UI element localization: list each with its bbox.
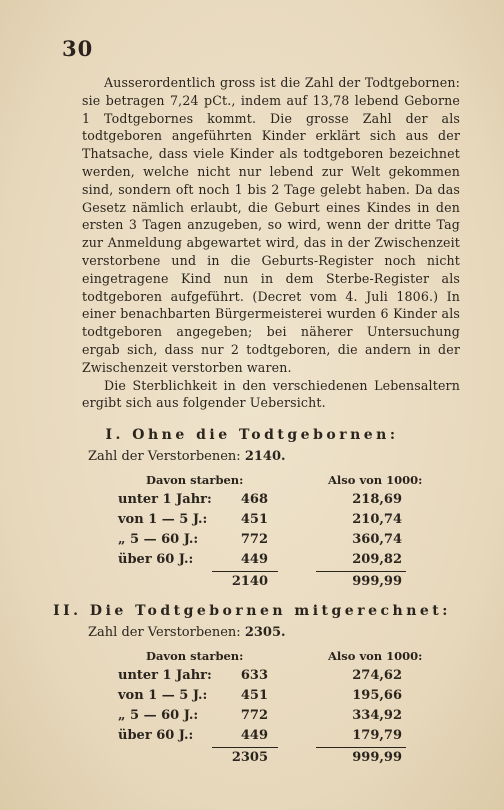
- row-label: über 60 J.:: [118, 552, 194, 567]
- row-label: von 1 — 5 J.:: [118, 512, 208, 527]
- row-ratio: 360,74: [352, 532, 402, 547]
- section1-row: [0, 552, 504, 572]
- row-label: über 60 J.:: [118, 728, 194, 743]
- section1-count-rule: [212, 571, 278, 572]
- row-count: 772: [240, 708, 268, 723]
- row-count: 451: [240, 512, 268, 527]
- row-ratio: 209,82: [352, 552, 402, 567]
- section1-ratio-rule: [316, 571, 406, 572]
- row-label: von 1 — 5 J.:: [118, 688, 208, 703]
- section2-col-died: Davon starben:: [146, 649, 244, 663]
- section1-col-died: Davon starben:: [146, 473, 244, 487]
- section1-sum-ratio: 999,99: [352, 574, 402, 589]
- paragraph-mortality-intro: Die Sterblichkeit in den verschiedenen Lebensaltern ergibt sich aus folgender Uebersicht.: [82, 377, 460, 411]
- row-count: 772: [240, 532, 268, 547]
- row-ratio: 218,69: [352, 492, 402, 507]
- section1-col-ratio: Also von 1000:: [328, 473, 423, 487]
- row-label: unter 1 Jahr:: [118, 668, 212, 683]
- row-label: „ 5 — 60 J.:: [118, 708, 199, 723]
- section2-row: [0, 708, 504, 728]
- section2-sum-count: 2305: [231, 750, 268, 765]
- section2-total-label: Zahl der Verstorbenen:: [88, 625, 241, 640]
- section2-total-value: 2305.: [244, 625, 286, 640]
- row-count: 449: [240, 728, 268, 743]
- section1-total-label: Zahl der Verstorbenen:: [88, 449, 241, 464]
- section2-sum-ratio: 999,99: [352, 750, 402, 765]
- row-label: „ 5 — 60 J.:: [118, 532, 199, 547]
- row-count: 451: [240, 688, 268, 703]
- row-ratio: 195,66: [352, 688, 402, 703]
- row-ratio: 210,74: [352, 512, 402, 527]
- section1-total-value: 2140.: [244, 449, 286, 464]
- row-ratio: 334,92: [352, 708, 402, 723]
- section1-row: [0, 492, 504, 512]
- paragraph-stillbirths: Ausserordentlich gross ist die Zahl der Todtgebornen: sie betragen 7,24 pCt., indem auf 13,78 lebend Geborne 1 Todtgebornes kommt. Die grosse Zahl der als todtgeboren angeführten Kinder erklärt sich aus der Thatsache, dass viele Kinder als todtgeboren bezeichnet werden, welche nicht nur lebend zur Welt gekommen sind, sondern oft noch 1 bis 2 Tage gelebt haben. Da das Gesetz nämlich erlaubt, die Geburt eines Kindes in den ersten 3 Tagen anzugeben, so wird, wenn der dritte Tag zur Anmeldung abgewartet wird, das in der Zwischenzeit verstorbene und in die Geburts-Register noch nicht eingetragene Kind nun in dem Sterbe-Register als todtgeboren aufgeführt. (Decret vom 4. Juli 1806.) In einer benachbarten Bürgermeisterei wurden 6 Kinder als todtgeboren angegeben; bei näherer Untersuchung ergab sich, dass nur 2 todtgeboren, die andern in der Zwischenzeit verstorben waren.: [82, 75, 460, 375]
- row-ratio: 179,79: [352, 728, 402, 743]
- body-text: [82, 74, 460, 412]
- row-count: 449: [240, 552, 268, 567]
- section2-row: [0, 668, 504, 688]
- section1-sum-count: 2140: [231, 574, 268, 589]
- row-ratio: 274,62: [352, 668, 402, 683]
- section2-heading: II. Die Todtgebornen mitgerechnet:: [53, 603, 451, 619]
- section2-col-ratio: Also von 1000:: [328, 649, 423, 663]
- section1-total: [88, 449, 286, 464]
- section1-row: [0, 512, 504, 532]
- section2-total: [88, 625, 286, 640]
- row-label: unter 1 Jahr:: [118, 492, 212, 507]
- section2-row: [0, 688, 504, 708]
- section2-count-rule: [212, 747, 278, 748]
- row-count: 468: [240, 492, 268, 507]
- section2-ratio-rule: [316, 747, 406, 748]
- page-number: 30: [62, 36, 94, 61]
- section2-row: [0, 728, 504, 748]
- section1-row: [0, 532, 504, 552]
- row-count: 633: [240, 668, 268, 683]
- section1-heading: I. Ohne die Todtgebornen:: [105, 427, 399, 443]
